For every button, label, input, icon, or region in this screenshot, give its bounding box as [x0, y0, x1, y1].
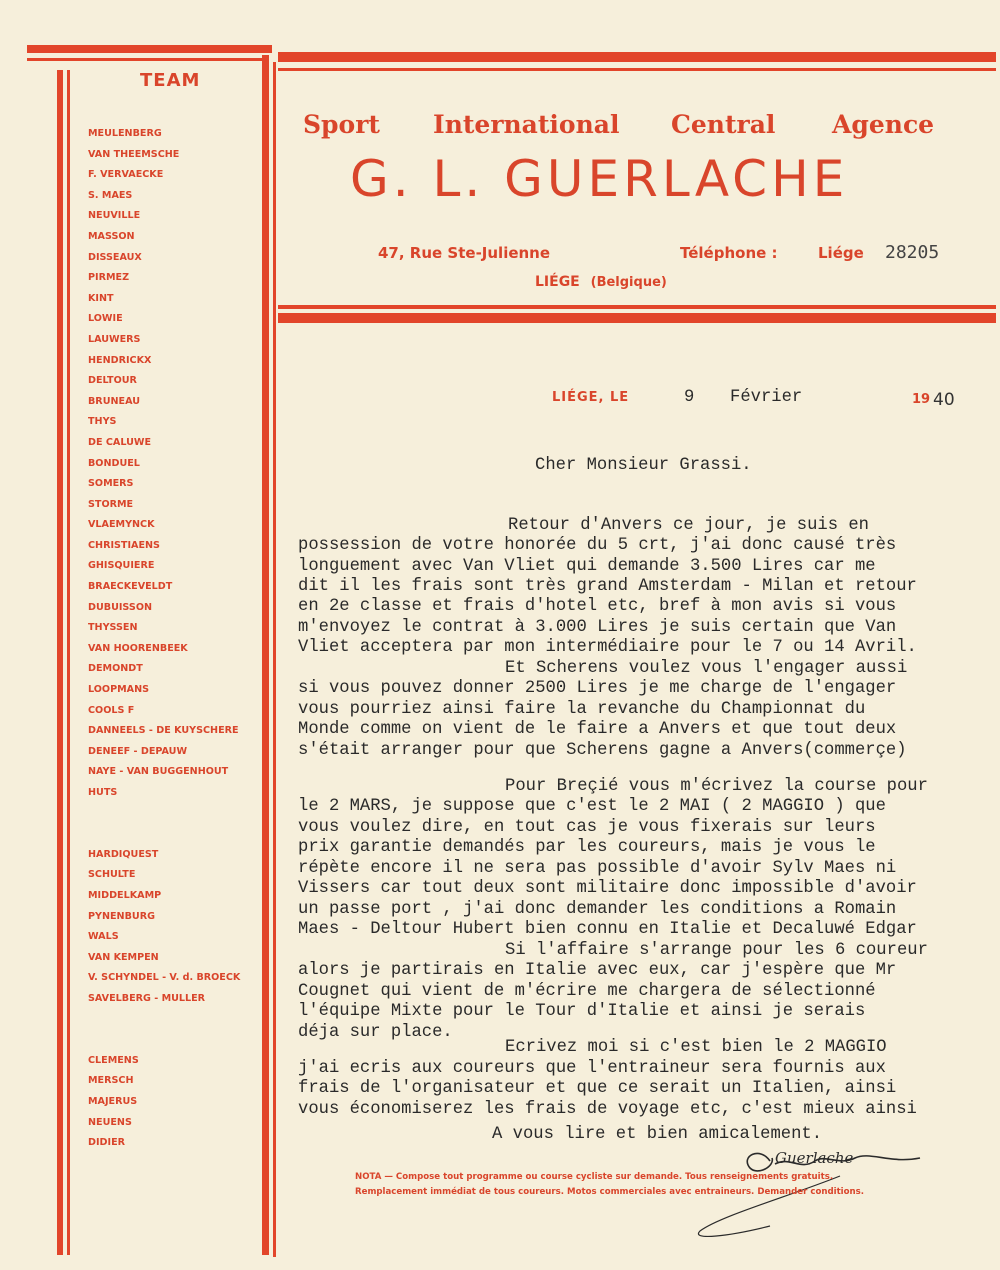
letter-line: s'était arranger pour que Scherens gagne a Anvers(commerçe) [298, 741, 907, 760]
header-top-bar-thin [278, 68, 996, 71]
letter-line: un passe port , j'ai donc demander les conditions a Romain [298, 900, 897, 919]
team-member: DENEEF - DEPAUW [88, 745, 188, 757]
team-member: NEUENS [88, 1116, 132, 1128]
team-member: S. MAES [88, 189, 133, 201]
team-member: NEUVILLE [88, 210, 141, 222]
team-member: HARDIQUEST [88, 848, 159, 860]
date-year-prefix: 19 [912, 392, 931, 407]
letter-line: Cougnet qui vient de m'écrire me chargera de sélectionné [298, 982, 876, 1001]
team-member: LOOPMANS [88, 684, 150, 696]
letter-line: longuement avec Van Vliet qui demande 3.500 Lires car me [298, 557, 876, 576]
letter-line: frais de l'organisateur et que ce serait un Italien, ainsi [298, 1079, 897, 1098]
letter-line: A vous lire et bien amicalement. [492, 1125, 823, 1144]
company-address: 47, Rue Ste-Julienne [378, 244, 551, 262]
team-member: F. VERVAECKE [88, 169, 164, 181]
team-member: MIDDELKAMP [88, 889, 162, 901]
phone-city: Liége [818, 244, 864, 262]
letter-line: l'équipe Mixte pour le Tour d'Italie et ainsi je serais [298, 1002, 866, 1021]
header-bottom-bar-thick [278, 313, 996, 323]
team-member: COOLS F [88, 704, 135, 716]
country-name: (Belgique) [590, 275, 667, 290]
team-member: SAVELBERG - MULLER [88, 992, 206, 1004]
letter-line: en 2e classe et frais d'hotel etc, bref à mon avis si vous [298, 597, 897, 616]
top-left-bar [27, 45, 272, 53]
letter-line: vous pourriez ainsi faire la revanche du Championnat du [298, 700, 866, 719]
team-member: MAJERUS [88, 1095, 138, 1107]
team-member: SOMERS [88, 478, 134, 490]
team-member: VLAEMYNCK [88, 519, 155, 531]
letter-line: Si l'affaire s'arrange pour les 6 coureur [505, 941, 928, 960]
team-member: VAN THEEMSCHE [88, 148, 180, 160]
team-member: WALS [88, 931, 119, 943]
left-vertical-bar [57, 70, 63, 1255]
letter-line: vous économiserez les frais de voyage etc, c'est mieux ainsi [298, 1100, 917, 1119]
phone-number: 28205 [885, 242, 940, 263]
divider-vertical-bar [262, 55, 269, 1255]
team-member: THYSSEN [88, 622, 138, 634]
team-member: DISSEAUX [88, 251, 142, 263]
team-member: BRAECKEVELDT [88, 581, 173, 593]
team-member: HUTS [88, 787, 118, 798]
letter-line: possession de votre honorée du 5 crt, j'ai donc causé très [298, 536, 897, 555]
company-city [535, 274, 667, 290]
header-bottom-bar [278, 305, 996, 309]
date-city: LIÉGE, LE [552, 390, 630, 405]
left-vertical-bar-thin [67, 70, 70, 1255]
team-member: KINT [88, 292, 114, 304]
letterhead-international: International [433, 110, 620, 139]
team-member: DEMONDT [88, 663, 143, 675]
letter-line: Maes - Deltour Hubert bien connu en Italie et Decaluwé Edgar [298, 920, 917, 939]
team-member: GHISQUIERE [88, 560, 155, 572]
city-name: LIÉGE [535, 274, 580, 290]
letter-line: m'envoyez le contrat à 3.000 Lires je suis certain que Van [298, 618, 897, 637]
team-member: MEULENBERG [88, 128, 162, 139]
divider-vertical-bar-thin [273, 62, 276, 1257]
team-member: STORME [88, 498, 134, 510]
team-member: LOWIE [88, 313, 123, 325]
letter-line: Vliet acceptera par mon intermédiaire pour le 7 ou 14 Avril. [298, 638, 917, 657]
letter-line: dit il les frais sont très grand Amsterdam - Milan et retour [298, 577, 917, 596]
phone-label: Téléphone : [680, 244, 778, 262]
nota-label: NOTA [355, 1172, 382, 1182]
team-member: HENDRICKX [88, 354, 152, 366]
team-member: PIRMEZ [88, 272, 130, 284]
team-member: PYNENBURG [88, 910, 155, 922]
signature-text: Guerlache [775, 1149, 854, 1167]
letter-line: Retour d'Anvers ce jour, je suis en [508, 516, 869, 535]
team-member: SCHULTE [88, 869, 136, 881]
team-list-spacer [88, 804, 240, 825]
team-member: VAN HOORENBEEK [88, 642, 188, 654]
team-member: DE CALUWE [88, 436, 152, 448]
letter-line: le 2 MARS, je suppose que c'est le 2 MAI ( 2 MAGGIO ) que [298, 797, 886, 816]
letter-line: si vous pouvez donner 2500 Lires je me charge de l'engager [298, 679, 897, 698]
team-list [88, 124, 240, 1154]
letter-line: vous voulez dire, en tout cas je vous fixerais sur leurs [298, 818, 876, 837]
company-name: G. L. GUERLACHE [350, 150, 849, 208]
team-member: BONDUEL [88, 457, 140, 469]
date-month: Février [730, 388, 803, 407]
team-member: NAYE - VAN BUGGENHOUT [88, 766, 229, 778]
nota-footer [355, 1170, 890, 1200]
salutation: Cher Monsieur Grassi. [535, 456, 752, 475]
team-member: BRUNEAU [88, 395, 140, 407]
team-member: DUBUISSON [88, 601, 152, 613]
letter-line: déja sur place. [298, 1023, 453, 1042]
team-member: V. SCHYNDEL - V. d. BROECK [88, 972, 241, 984]
team-member: THYS [88, 416, 117, 428]
team-member: VAN KEMPEN [88, 951, 159, 963]
team-member: MERSCH [88, 1075, 134, 1087]
letterhead-agence: Agence [832, 110, 935, 139]
letter-line: répète encore il ne sera pas possible d'avoir Sylv Maes ni [298, 859, 897, 878]
date-day: 9 [684, 388, 695, 407]
team-list-spacer [88, 1010, 240, 1031]
letter-line: Monde comme on vient de le faire a Anvers et que tout deux [298, 720, 897, 739]
team-list-spacer [88, 1030, 240, 1051]
team-member: MASSON [88, 230, 135, 242]
nota-text: — Compose tout programme ou course cycliste sur demande. Tous renseignements gratuits. Remplacement immédiat de tous coureurs. Motos commerciales avec entraineurs. Demander conditions. [355, 1172, 865, 1197]
team-member: DANNEELS - DE KUYSCHERE [88, 725, 239, 737]
letter-line: Ecrivez moi si c'est bien le 2 MAGGIO [505, 1038, 887, 1057]
letter-line: Pour Breçié vous m'écrivez la course pour [505, 777, 928, 796]
letter-line: Vissers car tout deux sont militaire donc impossible d'avoir [298, 879, 917, 898]
team-member: DELTOUR [88, 375, 137, 387]
letterhead-central: Central [671, 110, 776, 139]
top-left-bar-thin [27, 58, 267, 61]
team-member: LAUWERS [88, 333, 141, 345]
team-list-spacer [88, 824, 240, 845]
letterhead-sport: Sport [303, 110, 380, 139]
letter-line: alors je partirais en Italie avec eux, car j'espère que Mr [298, 961, 897, 980]
letter-line: j'ai ecris aux coureurs que l'entraineur sera fournis aux [298, 1059, 886, 1078]
letter-line: Et Scherens voulez vous l'engager aussi [505, 659, 908, 678]
team-title: TEAM [140, 70, 201, 91]
team-member: DIDIER [88, 1137, 126, 1149]
header-top-bar [278, 52, 996, 62]
letter-line: prix garantie demandés par les coureurs, mais je vous le [298, 838, 876, 857]
team-member: CHRISTIAENS [88, 539, 160, 551]
team-member: CLEMENS [88, 1054, 139, 1066]
date-year-suffix: 40 [933, 390, 955, 410]
